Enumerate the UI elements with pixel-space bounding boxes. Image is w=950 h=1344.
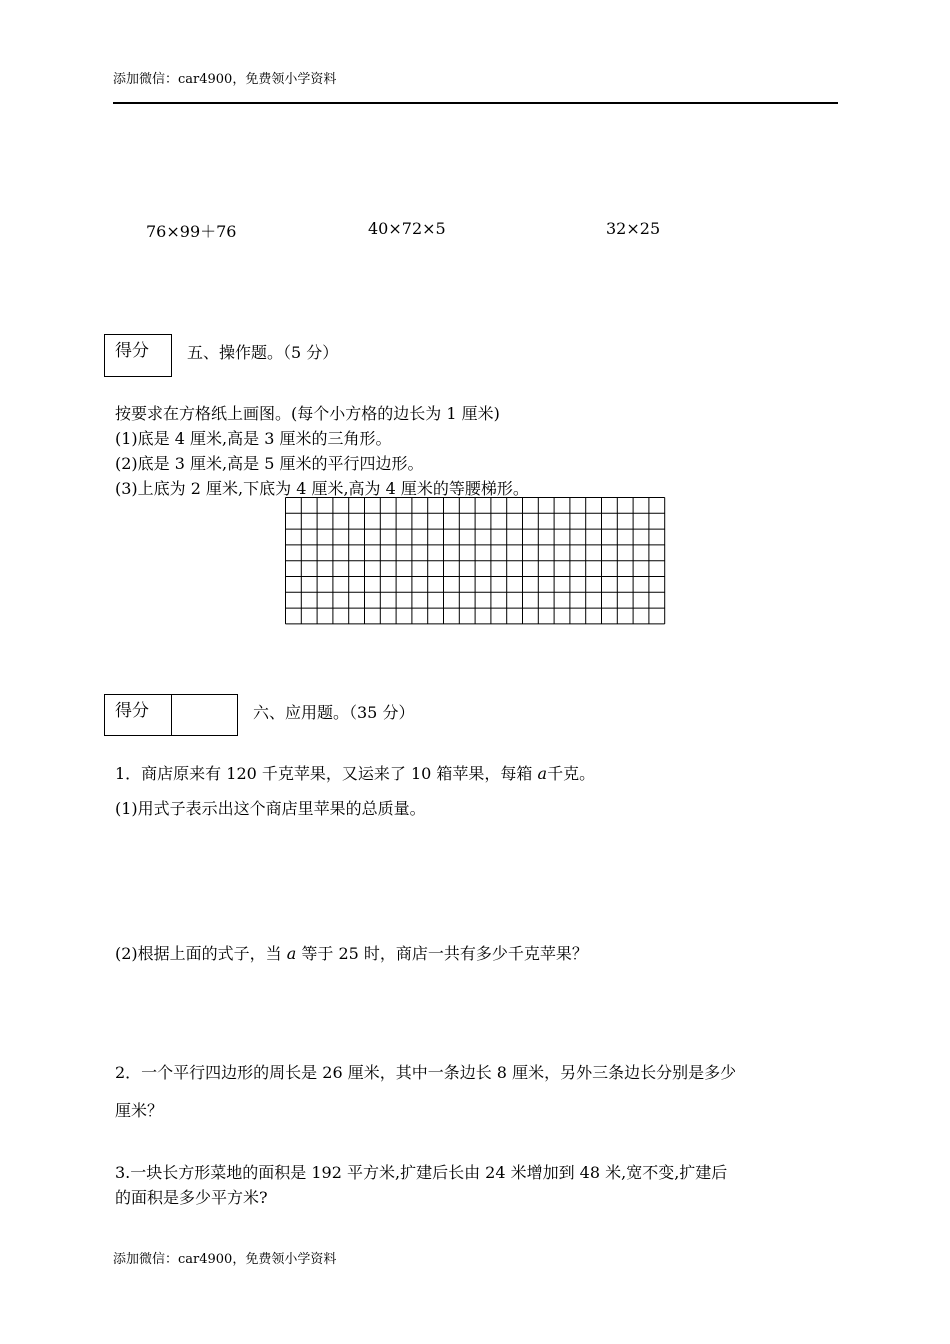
question-2-line-1: 2．一个平行四边形的周长是 26 厘米，其中一条边长 8 厘米，另外三条边长分别是多少 [115, 1063, 737, 1082]
page-header: 添加微信：car4900，免费领小学资料 [113, 72, 337, 87]
page-footer: 添加微信：car4900，免费领小学资料 [113, 1252, 337, 1267]
question-1-part-1: (1)用式子表示出这个商店里苹果的总质量。 [115, 799, 426, 818]
score-box-divider [171, 695, 172, 735]
question-2-line-2: 厘米？ [115, 1101, 164, 1120]
section6-title: 六、应用题。（35 分） [253, 703, 415, 722]
section5-title: 五、操作题。（5 分） [187, 343, 339, 362]
score-box-section6 [104, 694, 238, 736]
header-divider [113, 102, 838, 104]
calc-expression-3: 32×25 [606, 219, 661, 238]
score-label: 得分 [115, 701, 149, 721]
score-label: 得分 [115, 341, 149, 361]
section5-intro: 按要求在方格纸上画图。(每个小方格的边长为 1 厘米) [115, 404, 500, 423]
question-1 [115, 761, 595, 784]
question-3-line-1: 3.一块长方形菜地的面积是 192 平方米,扩建后长由 24 米增加到 48 米,宽不变,扩建后 [115, 1163, 728, 1182]
question-3-line-2: 的面积是多少平方米? [115, 1188, 268, 1207]
question-1-text-a: 1．商店原来有 120 千克苹果，又运来了 10 箱苹果，每箱 [115, 764, 538, 783]
calc-expression-2: 40×72×5 [368, 219, 446, 238]
question-1-part-2-text-a: (2)根据上面的式子，当 [115, 944, 287, 963]
section5-item-2: (2)底是 3 厘米,高是 5 厘米的平行四边形。 [115, 454, 424, 473]
score-box-section5 [104, 334, 172, 377]
question-1-text-b: 千克。 [547, 764, 596, 783]
question-1-part-2-text-b: 等于 25 时，商店一共有多少千克苹果？ [296, 944, 588, 963]
section5-item-3: (3)上底为 2 厘米,下底为 4 厘米,高为 4 厘米的等腰梯形。 [115, 479, 529, 498]
question-1-part-2 [115, 941, 588, 964]
question-1-variable: a [537, 764, 548, 783]
calc-expression-1: 76×99＋76 [146, 222, 237, 241]
section5-item-1: (1)底是 4 厘米,高是 3 厘米的三角形。 [115, 429, 392, 448]
graph-paper-grid [285, 497, 667, 627]
question-1-part-2-variable: a [286, 944, 297, 963]
